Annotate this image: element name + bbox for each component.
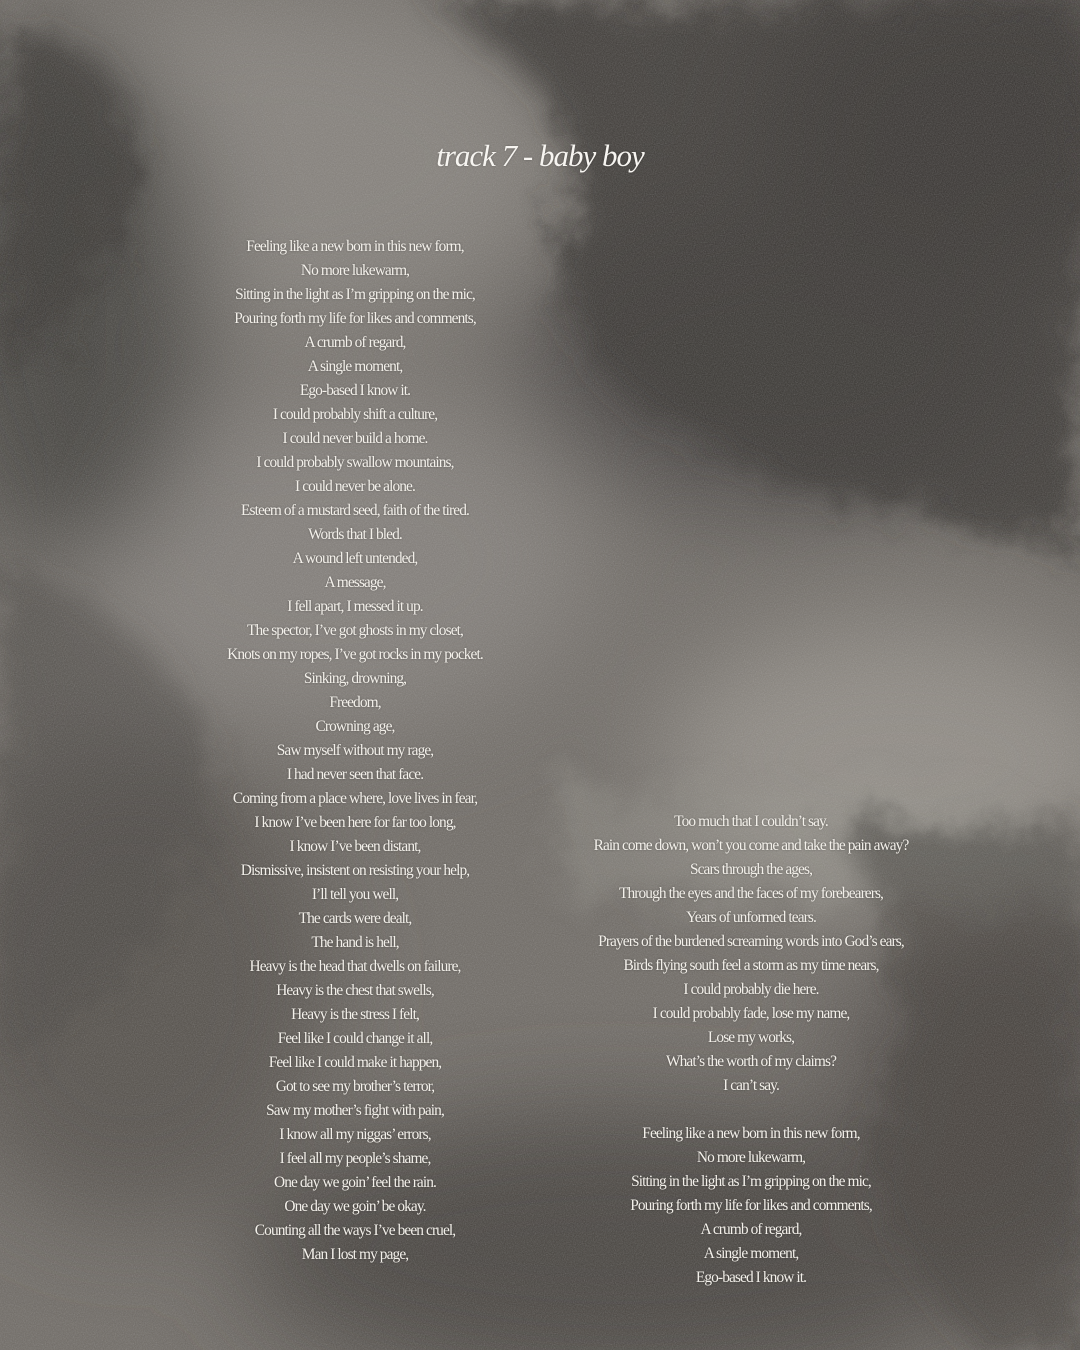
lyric-line: Man I lost my page, [301,1246,409,1263]
lyric-line: One day we goin’ be okay. [284,1198,426,1215]
lyric-line: Prayers of the burdened screaming words into God’s ears, [598,933,904,950]
lyric-line: Heavy is the stress I felt, [291,1006,419,1023]
lyric-line: I could probably fade, lose my name, [652,1005,850,1022]
lyric-line: Sinking, drowning, [303,670,407,687]
lyric-line: The cards were dealt, [298,910,412,927]
lyric-line: Sitting in the light as I’m gripping on the mic, [631,1173,871,1190]
lyrics-column-right [546,810,956,1290]
lyric-line: Pouring forth my life for likes and comments, [630,1197,872,1214]
lyric-line: Feel like I could change it all, [277,1030,433,1047]
lyric-line: One day we goin’ feel the rain. [274,1174,436,1191]
lyric-line: Rain come down, won’t you come and take the pain away? [593,837,909,854]
lyric-line: A single moment, [307,358,403,375]
lyric-line: No more lukewarm, [696,1149,806,1166]
lyric-line: Scars through the ages, [689,861,813,878]
lyric-line: Got to see my brother’s terror, [275,1078,435,1095]
lyric-line: A message, [324,574,386,591]
lyric-line: Feeling like a new born in this new form, [246,238,464,255]
lyric-line: A single moment, [703,1245,799,1262]
lyric-line: Ego-based I know it. [299,382,411,399]
lyric-line: Ego-based I know it. [695,1269,807,1286]
lyric-line: I could probably die here. [683,981,819,998]
lyric-line: I know I’ve been distant, [289,838,421,855]
lyric-line: I could probably shift a culture, [272,406,438,423]
lyric-line: Saw myself without my rage, [276,742,434,759]
lyric-line: I know all my niggas’ errors, [279,1126,431,1143]
lyric-line: I can’t say. [723,1077,779,1094]
lyric-line: What’s the worth of my claims? [665,1053,837,1070]
lyric-line: Too much that I couldn’t say. [674,813,828,830]
lyric-line: A crumb of regard, [304,334,406,351]
lyric-line: Birds flying south feel a storm as my time nears, [623,957,879,974]
lyric-line: Feel like I could make it happen, [268,1054,442,1071]
lyric-line: Freedom, [329,694,381,711]
lyric-line: Crowning age, [315,718,395,735]
lyric-line: No more lukewarm, [300,262,410,279]
lyric-line: I know I’ve been here for far too long, [254,814,456,831]
lyric-line: I could never build a home. [282,430,428,447]
lyric-line: Heavy is the head that dwells on failure, [249,958,461,975]
lyric-line: I fell apart, I messed it up. [287,598,423,615]
page-title: track 7 - baby boy [436,138,644,173]
lyric-line: A crumb of regard, [700,1221,802,1238]
lyrics-column-left [150,235,560,1267]
lyric-line: Pouring forth my life for likes and comments, [234,310,476,327]
lyric-line: Years of unformed tears. [686,909,816,926]
lyric-line: Through the eyes and the faces of my forebearers, [618,885,883,902]
lyric-line: Coming from a place where, love lives in fear, [232,790,478,807]
lyric-line: Lose my works, [707,1029,795,1046]
lyric-line: I could never be alone. [295,478,415,495]
lyric-line: Feeling like a new born in this new form, [642,1125,860,1142]
lyric-line: Dismissive, insistent on resisting your help, [240,862,470,879]
lyric-line: Esteem of a mustard seed, faith of the tired. [241,502,469,519]
lyric-line: I feel all my people’s shame, [279,1150,431,1167]
lyric-line [546,1098,956,1122]
lyric-line: A wound left untended, [292,550,418,567]
lyric-line: Saw my mother’s fight with pain, [266,1102,444,1119]
lyric-line: Counting all the ways I’ve been cruel, [254,1222,456,1239]
lyric-line: Sitting in the light as I’m gripping on the mic, [235,286,475,303]
lyric-line: Knots on my ropes, I’ve got rocks in my pocket. [227,646,483,663]
lyric-line: The spector, I’ve got ghosts in my closet, [247,622,463,639]
lyric-line: I had never seen that face. [286,766,424,783]
lyric-line: I could probably swallow mountains, [256,454,454,471]
lyric-line: I’ll tell you well, [311,886,399,903]
lyric-line: Heavy is the chest that swells, [276,982,434,999]
lyric-line: The hand is hell, [311,934,399,951]
lyric-line: Words that I bled. [308,526,402,543]
